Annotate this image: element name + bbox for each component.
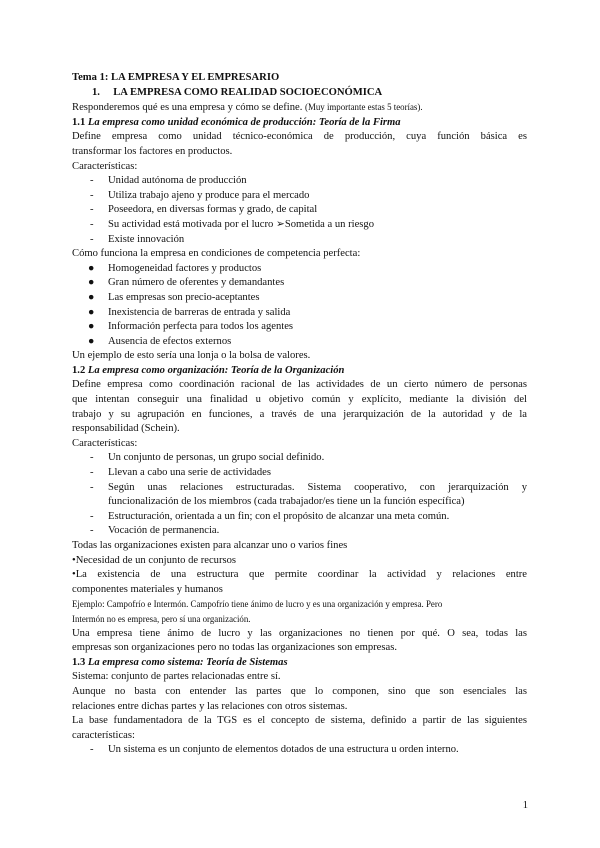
section-1-1-title: La empresa como unidad económica de producción: Teoría de la Firma: [87, 116, 401, 128]
s12-existencia-line: •La existencia de una estructura que permite coordinar la actividad y relaciones entre: [72, 569, 527, 581]
intro-note: (Muy importante estas 5 teorías).: [305, 102, 423, 113]
s12-definition-line: que intentan conseguir una finalidad u objetivo común y explícito, mediante la división del: [72, 394, 527, 406]
list-item-text: Información perfecta para todos los agentes: [108, 321, 294, 333]
page-number: 1: [522, 800, 528, 811]
s12-example-line: Intermón no es empresa, pero sí una organización.: [72, 613, 251, 624]
list-item-text: Las empresas son precio-aceptantes: [108, 291, 260, 303]
s11-characteristics-list: [72, 174, 527, 247]
section-1-2-title: La empresa como organización: Teoría de la Organización: [87, 364, 345, 376]
list-item-text: Inexistencia de barreras de entrada y salida: [108, 306, 291, 318]
s11-definition-line: Define empresa como unidad técnico-económica de producción, cuya función básica es: [72, 131, 527, 143]
list-item: [72, 320, 527, 335]
s13-base-line: La base fundamentadora de la TGS es el concepto de sistema, definido a partir de las siguientes: [72, 715, 527, 727]
s13-sistema-text: Sistema: conjunto de partes relacionadas entre sí.: [72, 671, 281, 683]
s12-definition-line: responsabilidad (Schein).: [72, 423, 180, 435]
bullet-icon: ●: [88, 291, 95, 303]
s13-aunque-line: relaciones entre dichas partes y las relaciones con otros sistemas.: [72, 700, 348, 712]
list-item: [72, 262, 527, 277]
s12-characteristics-list: [72, 451, 527, 539]
s12-definition-line: Define empresa como coordinación racional de las actividades de un cierto número de personas: [72, 379, 527, 391]
s11-competencia-text: Cómo funciona la empresa en condiciones de competencia perfecta:: [72, 248, 361, 260]
s13-base-line: características:: [72, 729, 135, 741]
bullet-icon: ●: [88, 306, 95, 318]
list-item: - Según unas relaciones estructuradas. Sistema cooperativo, con jerarquización y: [72, 481, 527, 496]
bullet-icon: ●: [88, 277, 95, 289]
bullet-icon: ●: [88, 262, 95, 274]
list-item-text: Homogeneidad factores y productos: [108, 262, 262, 274]
characteristics-label: Características:: [72, 437, 138, 449]
s12-necesidad-text: •Necesidad de un conjunto de recursos: [72, 554, 237, 566]
s12-definition: [72, 378, 527, 436]
document-title: Tema 1: LA EMPRESA Y EL EMPRESARIO: [72, 72, 280, 83]
list-item: - Un sistema es un conjunto de elementos dotados de una estructura u orden interno.: [72, 743, 527, 758]
section-1-1-number: 1.1: [72, 116, 88, 128]
list-item: - Unidad autónoma de producción: [72, 174, 527, 189]
list-item: - Poseedora, en diversas formas y grado, de capital: [72, 203, 527, 218]
list-item: - Existe innovación: [72, 233, 527, 248]
s12-lucro-line: Una empresa tiene ánimo de lucro y las organizaciones no tienen por qué. O sea, todas las: [72, 627, 527, 639]
s11-bullet-list: [72, 262, 527, 350]
s11-definition-line: transformar los factores en productos.: [72, 145, 233, 157]
list-item: - Vocación de permanencia.: [72, 524, 527, 539]
list-item: [72, 276, 527, 291]
section-1-1-heading: [72, 116, 527, 131]
intro-text: Responderemos qué es una empresa y cómo se define.: [72, 102, 305, 114]
s12-todas-text: Todas las organizaciones existen para alcanzar uno o varios fines: [72, 540, 348, 551]
section-1-heading: 1. LA EMPRESA COMO REALIDAD SOCIOECONÓMICA: [92, 86, 383, 98]
list-item: - Llevan a cabo una serie de actividades: [72, 466, 527, 481]
characteristics-label: Características:: [72, 160, 138, 172]
bullet-icon: ●: [88, 321, 95, 333]
s13-aunque-line: Aunque no basta con entender las partes que lo componen, sino que son esenciales las: [72, 685, 527, 697]
s12-definition-line: trabajo y su agrupación en funciones, a través de una jerarquización de la autoridad y de la: [72, 408, 527, 420]
intro-paragraph: [72, 100, 527, 116]
s12-lucro-line: empresas son organizaciones pero no todas las organizaciones son empresas.: [72, 642, 397, 654]
list-item: [72, 335, 527, 350]
list-item-text: Ausencia de efectos externos: [108, 335, 232, 347]
list-item-continuation: funcionalización de los miembros (cada trabajador/es tiene un la función específica): [108, 496, 465, 508]
section-1-3-title: La empresa como sistema: Teoría de Sistemas: [87, 656, 288, 668]
section-1-2-number: 1.2: [72, 364, 88, 376]
section-1-3-heading: [72, 656, 527, 671]
s12-existencia-line: componentes materiales y humanos: [72, 583, 223, 595]
section-1-2-heading: [72, 364, 527, 379]
list-item: - Estructuración, orientada a un fin; con el propósito de alcanzar una meta común.: [72, 510, 527, 525]
list-item: - Un conjunto de personas, un grupo social definido.: [72, 451, 527, 466]
list-item: [72, 291, 527, 306]
bullet-icon: ●: [88, 335, 95, 347]
section-1-3-number: 1.3: [72, 656, 88, 668]
list-item: [72, 306, 527, 321]
list-item-text: Gran número de oferentes y demandantes: [108, 277, 285, 289]
s11-example: Un ejemplo de esto sería una lonja o la bolsa de valores.: [72, 350, 311, 362]
list-item: - Utiliza trabajo ajeno y produce para el mercado: [72, 189, 527, 204]
list-item: - Su actividad está motivada por el lucro ➢Sometida a un riesgo: [72, 218, 527, 233]
s13-characteristics-list: [72, 743, 527, 758]
s12-example-line: Ejemplo: Campofrío e Intermón. Campofrío tiene ánimo de lucro y es una organización y empresa. Pero: [72, 599, 443, 610]
document-page: [72, 71, 527, 758]
